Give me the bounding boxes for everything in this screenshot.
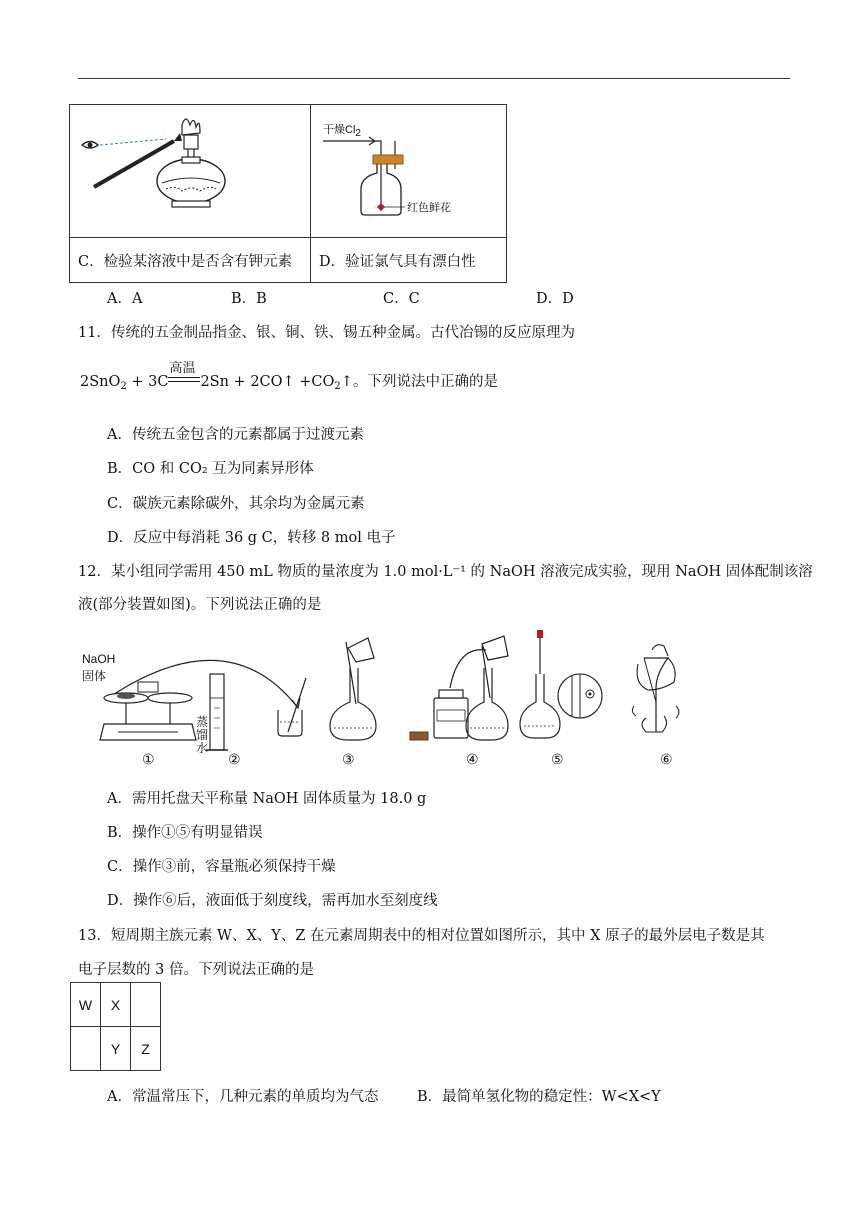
step-label-4: ④ (466, 753, 479, 768)
solution-prep-figure (78, 628, 698, 768)
q12-option-a: A．需用托盘天平称量 NaOH 固体质量为 18.0 g (107, 791, 427, 807)
figure-cell-c (70, 105, 311, 238)
periodic-position-table (70, 982, 161, 1071)
q13-stem-line2: 电子层数的 3 倍。下列说法正确的是 (78, 962, 314, 978)
q12-option-d: D．操作⑥后，液面低于刻度线，需再加水至刻度线 (107, 893, 438, 909)
step-label-3: ③ (342, 753, 355, 768)
q12-option-b: B．操作①⑤有明显错误 (107, 825, 263, 841)
cell-d-caption: D．验证氯气具有漂白性 (311, 238, 507, 283)
cell-w: W (71, 983, 101, 1027)
q11-equation: 2SnO$_2$ + 3C 高温 2Sn + 2CO↑ $+CO_2↑$。下列说法中正确的是 (80, 361, 498, 392)
step-label-1: ① (142, 753, 155, 768)
cell-empty-1 (131, 983, 161, 1027)
q11-option-b: B．CO 和 CO₂ 互为同素异形体 (107, 461, 314, 477)
step-label-2: ② (228, 753, 241, 768)
cell-y: Y (101, 1027, 131, 1071)
q13-stem-line1: 13．短周期主族元素 W、X、Y、Z 在元素周期表中的相对位置如图所示，其中 X 原子的最外层电子数是其 (78, 928, 765, 944)
red-flower-label: 红色鲜花 (407, 201, 451, 214)
cell-empty-2 (71, 1027, 101, 1071)
eye-icon (82, 142, 98, 149)
q10-option-b: B．B (231, 291, 267, 307)
apparatus-drawing (78, 628, 698, 768)
q11-option-d: D．反应中每消耗 36 g C，转移 8 mol 电子 (107, 530, 396, 546)
reaction-condition: 高温 (168, 374, 200, 390)
solid-label: 固体 (82, 669, 107, 683)
flame-test-figure (70, 105, 310, 233)
q10-option-a: A．A (107, 291, 143, 307)
cell-z: Z (131, 1027, 161, 1071)
step-label-6: ⑥ (660, 753, 673, 768)
distilled-water-label: 蒸馏水 (196, 715, 209, 755)
q12-stem-line1: 12．某小组同学需用 450 mL 物质的量浓度为 1.0 mol·L⁻¹ 的 NaOH 溶液完成实验，现用 NaOH 固体配制该溶 (78, 564, 813, 580)
q11-stem: 11．传统的五金制品指金、银、铜、铁、锡五种金属。古代冶锡的反应原理为 (78, 325, 575, 341)
q11-option-c: C．碳族元素除碳外，其余均为金属元素 (107, 496, 365, 512)
naoh-label: NaOH (82, 652, 116, 666)
figure-cell-d (311, 105, 507, 238)
experiment-table (69, 104, 507, 283)
q13-option-b: B．最简单氢化物的稳定性：W<X<Y (417, 1089, 661, 1105)
q12-stem-line2: 液(部分装置如图)。下列说法正确的是 (78, 597, 322, 613)
q12-option-c: C．操作③前，容量瓶必须保持干燥 (107, 859, 336, 875)
q10-option-c: C．C (383, 291, 420, 307)
cell-c-caption: C．检验某溶液中是否含有钾元素 (70, 238, 311, 283)
dry-cl2-label: 干燥Cl2 (323, 124, 361, 139)
q13-option-a: A．常温常压下，几种元素的单质均为气态 (107, 1089, 379, 1105)
header-rule (78, 78, 790, 79)
step-label-5: ⑤ (551, 753, 564, 768)
cell-x: X (101, 983, 131, 1027)
q11-option-a: A．传统五金包含的元素都属于过渡元素 (107, 427, 364, 443)
q10-option-d: D．D (536, 291, 574, 307)
